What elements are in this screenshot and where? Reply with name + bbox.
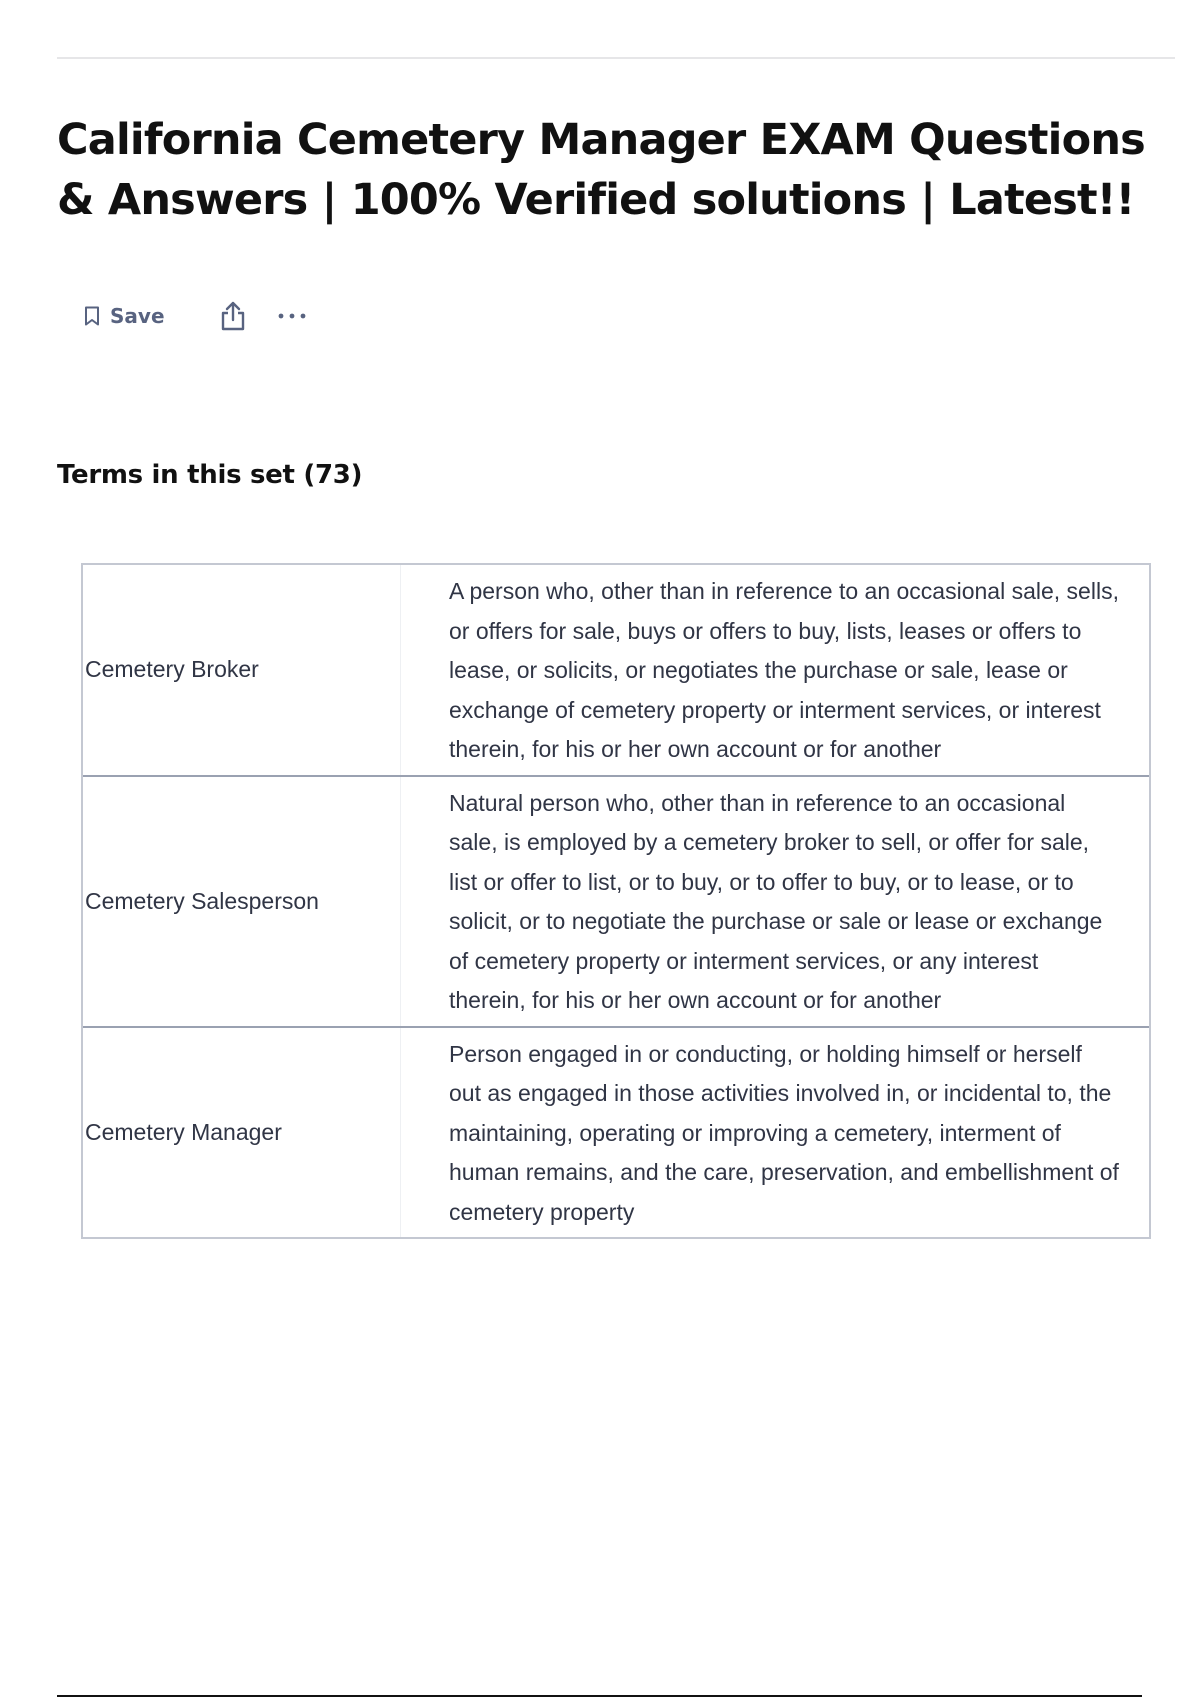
- more-icon: [277, 312, 307, 320]
- share-button[interactable]: [219, 300, 247, 332]
- term-word: Cemetery Manager: [83, 1028, 401, 1238]
- term-definition: Natural person who, other than in reference to an occasional sale, is employed by a cemetery broker to sell, or offer for sale, list or offer to list, or to buy, or to offer to buy, or to lease, or to solicit, or to negotiate the purchase or sale or lease or exchange of cemetery property or interment services, or any interest therein, for his or her own account or for another: [449, 789, 1103, 1013]
- bottom-divider: [57, 1695, 1142, 1697]
- page-title: California Cemetery Manager EXAM Questions & Answers | 100% Verified solutions | Latest!!: [57, 115, 1145, 225]
- share-icon: [219, 300, 247, 332]
- top-divider: [57, 57, 1175, 59]
- terms-table: [81, 563, 1151, 1239]
- save-label: Save: [110, 304, 165, 328]
- term-row: [83, 1026, 1149, 1238]
- term-definition: Person engaged in or conducting, or holding himself or herself out as engaged in those activities involved in, or incidental to, the maintaining, operating or improving a cemetery, interment of human remains, and the care, preservation, and embellishment of cemetery property: [449, 1040, 1119, 1225]
- term-row: [83, 775, 1149, 1026]
- save-button[interactable]: [84, 304, 165, 328]
- terms-heading: Terms in this set (73): [57, 460, 363, 490]
- action-bar: [84, 296, 307, 336]
- more-options-button[interactable]: [277, 312, 307, 320]
- term-definition: A person who, other than in reference to an occasional sale, sells, or offers for sale, buys or offers to buy, lists, leases or offers to lease, or solicits, or negotiates the purchase or sale, lease or exchange of cemetery property or interment services, or interest therein, for his or her own account or for another: [449, 578, 1119, 762]
- term-row: [83, 565, 1149, 775]
- term-word: Cemetery Salesperson: [83, 777, 401, 1026]
- term-word: Cemetery Broker: [83, 565, 401, 775]
- bookmark-icon: [84, 306, 100, 326]
